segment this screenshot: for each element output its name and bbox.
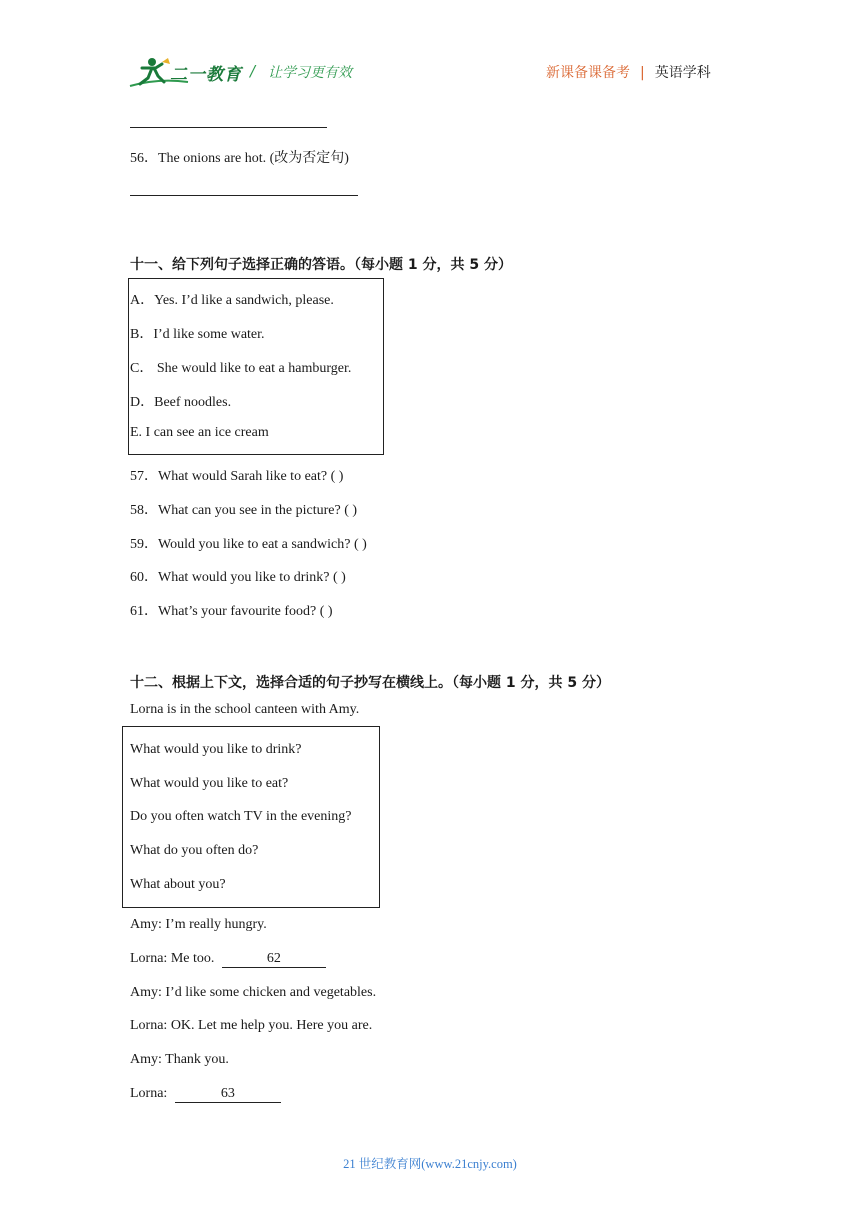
answer-line-56[interactable] [130, 195, 358, 196]
dialogue-line-6-text: Lorna: [130, 1086, 168, 1101]
header-slash: / [250, 62, 256, 80]
logo-text: 二一教育 [170, 65, 242, 85]
dialogue-line-2 [130, 951, 326, 968]
answer-line[interactable] [130, 127, 327, 128]
header-divider: | [640, 65, 645, 81]
question-56: 56．The onions are hot. (改为否定句) [130, 151, 349, 166]
blank-62[interactable]: 62 [222, 951, 326, 968]
option-e: E. I can see an ice cream [130, 425, 269, 440]
sentence-option-5: What about you? [130, 877, 226, 892]
dialogue-line-1: Amy: I’m really hungry. [130, 917, 267, 932]
dialogue-line-2-text: Lorna: Me too. [130, 951, 215, 966]
sentence-option-3: Do you often watch TV in the evening? [130, 809, 352, 824]
option-a: A．Yes. I’d like a sandwich, please. [130, 293, 334, 308]
section-12-intro: Lorna is in the school canteen with Amy. [130, 702, 360, 717]
sentence-option-2: What would you like to eat? [130, 776, 289, 791]
question-59: 59．Would you like to eat a sandwich? ( ) [130, 537, 367, 552]
footer-source: 21 世纪教育网(www.21cnjy.com) [343, 1157, 517, 1171]
dialogue-line-6 [130, 1086, 281, 1103]
header-subject-name: 英语学科 [654, 65, 711, 81]
option-b: B．I’d like some water. [130, 327, 265, 342]
dialogue-line-5: Amy: Thank you. [130, 1052, 229, 1067]
header-slogan: 让学习更有效 [268, 65, 352, 81]
header-subject [546, 62, 711, 82]
question-60: 60．What would you like to drink? ( ) [130, 570, 346, 585]
question-61: 61．What’s your favourite food? ( ) [130, 604, 333, 619]
header-course: 新课备课备考 [546, 65, 630, 81]
blank-63[interactable]: 63 [175, 1086, 281, 1103]
option-c: C． She would like to eat a hamburger. [130, 361, 352, 376]
sentence-option-1: What would you like to drink? [130, 742, 302, 757]
option-d: D．Beef noodles. [130, 395, 232, 410]
dialogue-line-3: Amy: I’d like some chicken and vegetables. [130, 985, 377, 1000]
section-11-heading: 十一、给下列句子选择正确的答语。（每小题 1 分，共 5 分） [130, 257, 512, 273]
dialogue-line-4: Lorna: OK. Let me help you. Here you are. [130, 1018, 373, 1033]
sentence-option-4: What do you often do? [130, 843, 259, 858]
question-57: 57．What would Sarah like to eat? ( ) [130, 469, 344, 484]
section-12-heading: 十二、根据上下文，选择合适的句子抄写在横线上。（每小题 1 分，共 5 分） [130, 675, 610, 691]
question-58: 58．What can you see in the picture? ( ) [130, 503, 358, 518]
